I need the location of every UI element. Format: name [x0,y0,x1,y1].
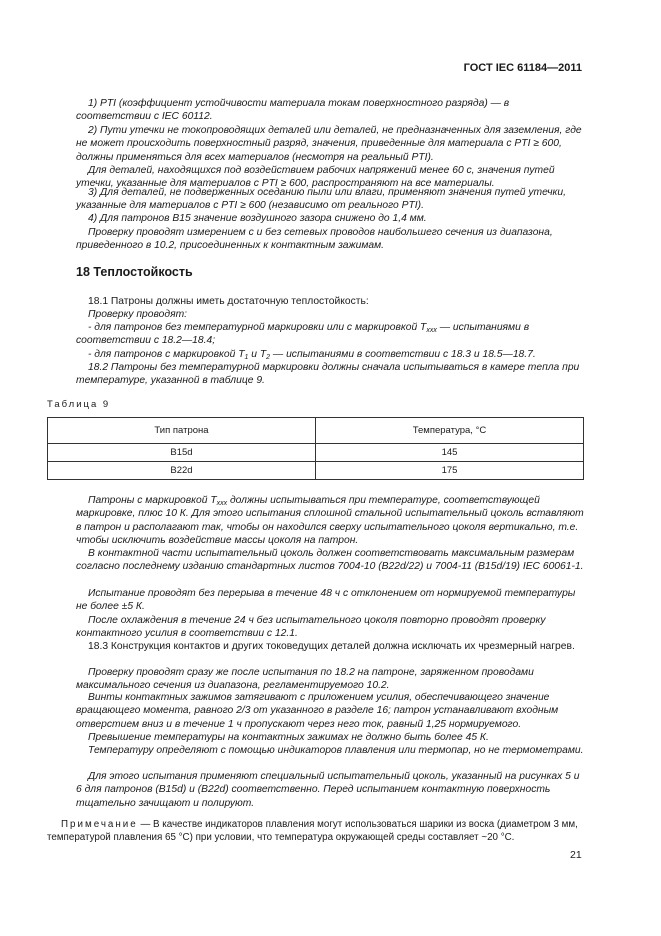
table-header-row [48,418,584,444]
table-cell: B22d [48,462,316,480]
table-cell: 145 [316,444,584,462]
footnote-1: 1) PTI (коэффициент устойчивости материала токам поверхностного разряда) — в соответствии с IEC 60112. [76,98,510,123]
footnote-2-continuation: Для деталей, находящихся под воздействием рабочих напряжений менее 60 с, значения путей утечки, указанные для материалов с PTI ≥ 600, распространяют на все материалы. [76,165,555,190]
note-text: — В качестве индикаторов плавления могут использоваться шарики из воска (диаметром 3 мм, температурой плавления 65 °С) при условии, что температура окружающей среды составляет ~20 °С. [47,819,578,844]
clause-18-2: 18.2 Патроны без температурной маркировки должны сначала испытываться в камере тепла при температуре, указанной в таблице 9. [76,362,580,387]
marked-holders-paragraph: Патроны с маркировкой $T_{xxx}$ должны испытываться при температуре, соответствующей маркировке, плюс 10 К. Для этого испытания сплошной стальной испытательный цоколь вставляют в патрон и располагают так, чтобы он находился сверху испытательного цоколя вертикально, т.е. чтобы исключить воздействие массы цоколя на патрон. [76,495,584,546]
clause-18-3-check: Проверку проводят сразу же после испытания по 18.2 на патроне, заряженном проводами максимального сечения из диапазона, регламентируемого 10.2. [76,667,534,692]
section-title: 18 Теплостойкость [76,265,193,279]
table-row [48,444,584,462]
clause-18-3-test-cap: Для этого испытания применяют специальный испытательный цоколь, указанный на рисунках 5 и 6 для патронов (B15d) и (B22d) соответственно. Перед испытанием контактную поверхность тщательно зачищают и полируют. [76,771,580,809]
clause-18-1-bullet-2: - для патронов с маркировкой $T_1$ и $T_2$ — испытаниями в соответствии с 18.3 и 18.5—18.7. [88,349,536,361]
clause-18-3-screws: Винты контактных зажимов затягивают с приложением усилия, обеспечивающего значение вращающего момента, равного 2/3 от указанного в разделе 16; патрон устанавливают входным отверстием вниз и в течение 1 ч пропускают через него ток, равный 1,25 нормируемого. [76,692,559,730]
clause-18-1-bullet-1: - для патронов без температурной маркировки или с маркировкой $T_{xxx}$ — испытаниями в соответствии с 18.2—18.4; [76,322,530,347]
clause-18-1: 18.1 Патроны должны иметь достаточную теплостойкость: [88,296,369,307]
footnote-2: 2) Пути утечки не токопроводящих деталей или деталей, не предназначенных для заземления, где не может происходить поверхностный разряд, значения, приведенные для материала с PTI ≥ 600, должны применяться для всех материалов (несмотря на реальный PTI). [76,125,582,163]
table-caption: Таблица 9 [47,399,111,410]
footnote-4: 4) Для патронов B15 значение воздушного зазора снижено до 1,4 мм. [88,213,427,224]
page-number: 21 [570,849,582,861]
clause-18-1-check: Проверку проводят: [88,309,188,320]
test-duration-paragraph: Испытание проводят без перерыва в течение 48 ч с отклонением от нормируемой температуры не более ±5 К. [76,588,576,613]
clause-18-3: 18.3 Конструкция контактов и других токоведущих деталей должна исключать их чрезмерный нагрев. [88,641,575,652]
table-header-cell: Тип патрона [48,418,316,444]
table-row [48,462,584,480]
table-cell: 175 [316,462,584,480]
document-header: ГОСТ IEC 61184—2011 [463,62,582,74]
table-header-cell: Температура, °С [316,418,584,444]
cooling-paragraph: После охлаждения в течение 24 ч без испытательного цоколя повторно проводят проверку контактного усилия в соответствии с 12.1. [76,615,546,640]
clause-18-3-temp-method: Температуру определяют с помощью индикаторов плавления или термопар, но не термометрами. [88,745,584,756]
footnote-3: 3) Для деталей, не подверженных оседанию пыли или влаги, применяют значения путей утечки, указанные для материалов с PTI ≥ 600 (независимо от реального PTI). [76,187,567,212]
note-label: Примечание [61,819,138,830]
test-cap-dimensions-paragraph: В контактной части испытательный цоколь должен соответствовать максимальным размерам согласно последнему изданию стандартных листов 7004-10 (B22d/22) и 7004-11 (B15d/19) IEC 60061-1. [76,548,584,573]
measurement-check-paragraph: Проверку проводят измерением с и без сетевых проводов наибольшего сечения из диапазона, приведенного в 10.2, присоединенных к контактным зажимам. [76,227,553,252]
table-9 [47,417,584,480]
note [47,818,587,845]
clause-18-3-temp-rise: Превышение температуры на контактных зажимах не должно быть более 45 К. [88,732,489,743]
table-cell: B15d [48,444,316,462]
